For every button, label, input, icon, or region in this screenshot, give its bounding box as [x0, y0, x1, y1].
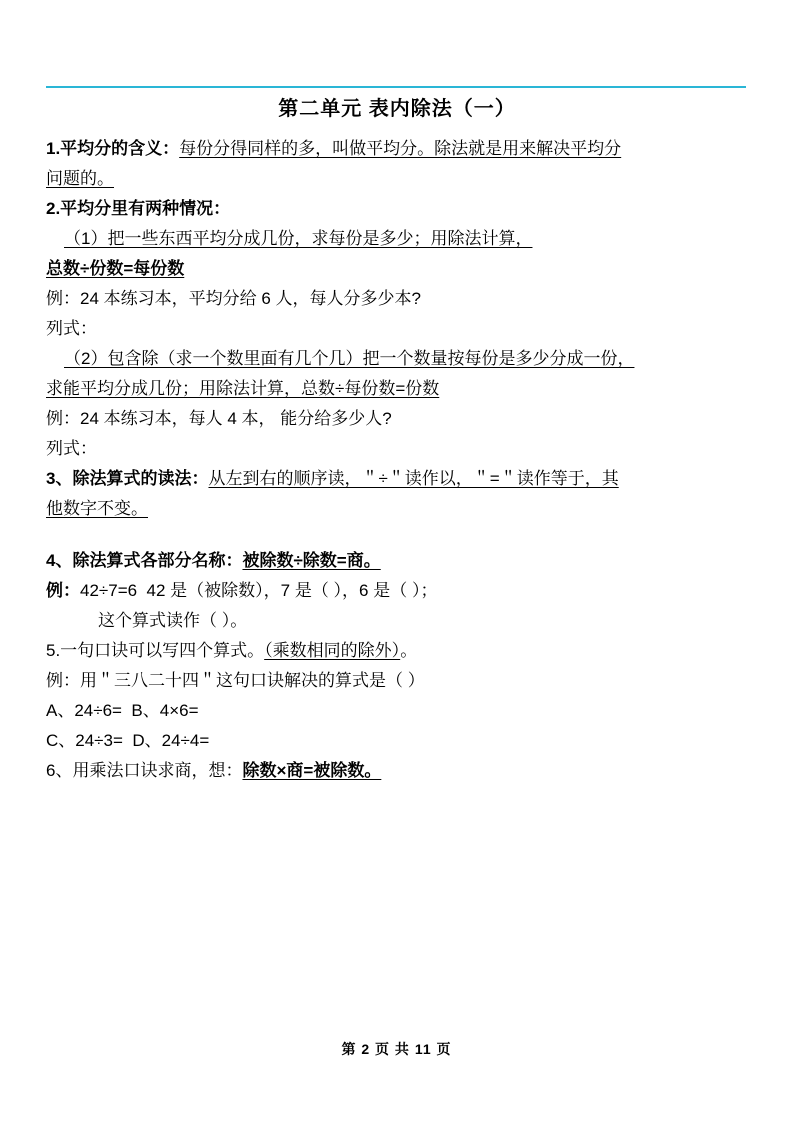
paragraph-example-3 [46, 576, 748, 606]
paragraph-four-equations [46, 636, 748, 666]
label-parts-names: 4、除法算式各部分名称： [46, 551, 243, 570]
paragraph-answer-line-2 [46, 434, 748, 464]
paragraph-example-4 [46, 666, 748, 696]
paragraph-reading-rule-cont [46, 494, 748, 524]
spacer [46, 524, 748, 546]
text-four-equations-note: （乘数相同的除外） [264, 641, 401, 660]
text-answer-line-2: 列式： [46, 439, 97, 458]
text-reading-rule: 从左到右的顺序读，＂÷＂读作以，＂=＂读作等于，其 [208, 469, 619, 488]
paragraph-average-meaning-cont [46, 164, 748, 194]
paragraph-options-cd [46, 726, 748, 756]
paragraph-formula-1 [46, 254, 748, 284]
label-average-meaning: 1.平均分的含义： [46, 139, 180, 158]
text-options-ab: A、24÷6= B、4×6= [46, 701, 199, 720]
paragraph-reading-rule [46, 464, 748, 494]
text-example-2: 例：24 本练习本，每人 4 本， 能分给多少人? [46, 409, 392, 428]
paragraph-answer-line-1 [46, 314, 748, 344]
label-example-3: 例： [46, 581, 80, 600]
paragraph-example-3-cont [46, 606, 748, 636]
label-reading-rule: 3、除法算式的读法： [46, 469, 209, 488]
header-rule [46, 86, 746, 88]
text-answer-line-1: 列式： [46, 319, 97, 338]
text-case-2-cont: 求能平均分成几份；用除法计算，总数÷每份数=份数 [46, 379, 440, 398]
document-content [46, 94, 748, 786]
text-case-1: （1）把一些东西平均分成几份，求每份是多少；用除法计算， [64, 229, 533, 248]
text-four-equations-end: 。 [400, 641, 418, 660]
label-two-cases: 2.平均分里有两种情况： [46, 199, 231, 218]
paragraph-options-ab [46, 696, 748, 726]
text-case-2: （2）包含除（求一个数里面有几个几）把一个数量按每份是多少分成一份， [64, 349, 635, 368]
text-options-cd: C、24÷3= D、24÷4= [46, 731, 210, 750]
text-example-1: 例：24 本练习本，平均分给 6 人，每人分多少本? [46, 289, 421, 308]
paragraph-example-2 [46, 404, 748, 434]
paragraph-two-cases-heading [46, 194, 748, 224]
text-average-meaning-cont: 问题的。 [46, 169, 114, 188]
paragraph-case-2 [46, 344, 748, 374]
page-title: 第二单元 表内除法（一） [278, 98, 516, 120]
text-example-4: 例：用＂三八二十四＂这句口诀解决的算式是（ ） [46, 671, 425, 690]
paragraph-case-2-cont [46, 374, 748, 404]
text-quotient-formula: 除数×商=被除数。 [242, 761, 382, 780]
text-parts-names: 被除数÷除数=商。 [242, 551, 381, 570]
text-quotient-rule: 6、用乘法口诀求商，想： [46, 761, 243, 780]
page-footer: 第 2 页 共 11 页 [341, 1041, 452, 1057]
text-reading-rule-cont: 他数字不变。 [46, 499, 148, 518]
paragraph-example-1 [46, 284, 748, 314]
text-average-meaning: 每份分得同样的多，叫做平均分。除法就是用来解决平均分 [179, 139, 622, 158]
text-formula-1: 总数÷份数=每份数 [46, 259, 185, 278]
text-example-3: 42÷7=6 42 是（被除数），7 是（ ），6 是（ ）； [80, 581, 438, 600]
text-four-equations: 5.一句口诀可以写四个算式。 [46, 641, 265, 660]
paragraph-average-meaning [46, 134, 748, 164]
paragraph-quotient-rule [46, 756, 748, 786]
paragraph-case-1 [46, 224, 748, 254]
text-example-3-cont: 这个算式读作（ ）。 [98, 611, 248, 630]
paragraph-parts-names [46, 546, 748, 576]
